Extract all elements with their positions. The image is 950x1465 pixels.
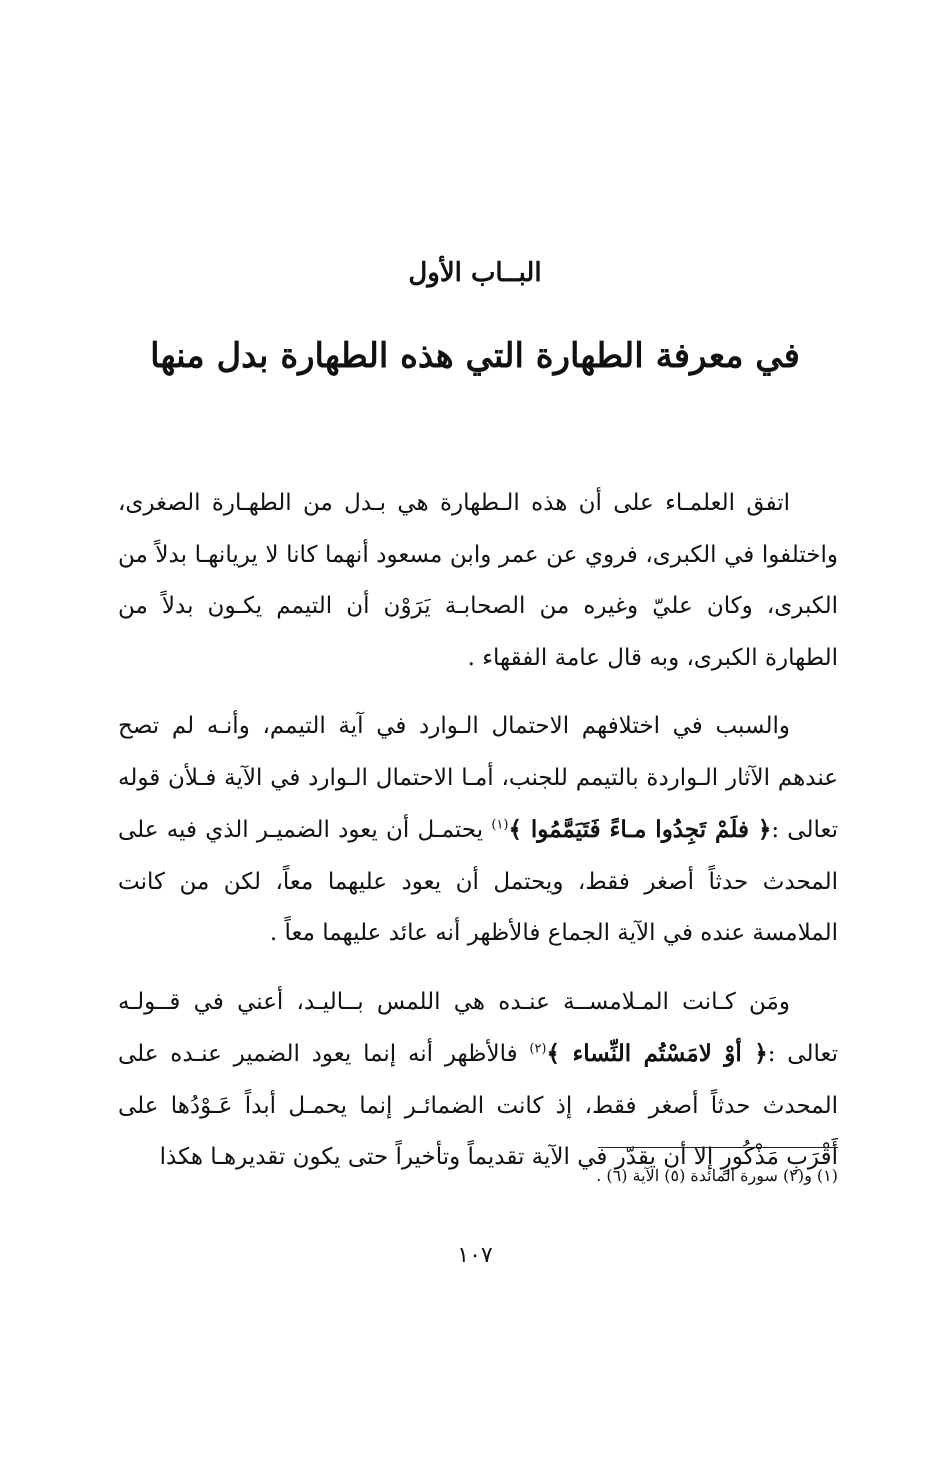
section-title: في معرفة الطهارة التي هذه الطهارة بدل منها xyxy=(150,336,800,376)
body-text xyxy=(118,478,838,1201)
paragraph-3 xyxy=(118,977,838,1184)
paragraph-2 xyxy=(118,701,838,960)
quran-quote-2: ﴿ أوْ لامَسْتُم النِّساء ﴾ xyxy=(546,1040,768,1067)
footnote-marker-2: (٢) xyxy=(529,1041,547,1057)
paragraph-1 xyxy=(118,478,838,684)
paragraph-3-text-end: فالأظهر أنه إنما يعود الضمير عنـده على المحدث حدثاً أصغر فقط، إذ كانت الضمائـر إنما يحمـل أبداً عَـوْدُها على أَقْرَبِ مَذْكُورٍ إلا أن يقدّر في الآية تقديماً وتأخيراً حتى يكون تقديرهـا هكذا xyxy=(118,1041,838,1170)
footnote-marker-1: (١) xyxy=(491,817,509,833)
page-number: ١٠٧ xyxy=(457,1243,493,1268)
chapter-heading: البــاب الأول xyxy=(408,258,542,288)
footnote-divider xyxy=(598,1147,838,1148)
paragraph-1-text: اتفق العلمـاء على أن هذه الـطهارة هي بـدل من الطهـارة الصغرى، واختلفوا في الكبرى، فروي عن عمر وابن مسعود أنهما كانا لا يريانهـا بدلاً من الكبرى، وكان عليّ وغيره من الصحابـة يَرَوْن أن التيمم يكـون بدلاً من الطهارة الكبرى، وبه قال عامة الفقهاء . xyxy=(118,490,839,671)
paragraph-2-text-end: يحتمـل أن يعود الضميـر الذي فيه على المحدث حدثاً أصغر فقط، ويحتمل أن يعود عليهما معاً، لكن من كانت الملامسة عنده في الآية الجماع فالأظهر أنه عائد عليهما معاً . xyxy=(118,817,838,946)
paragraph-3-text-start: ومَن كـانت المـلامســة عنـده هي اللمس بــاليـد، أعني في قــولـه تعالى : xyxy=(118,988,838,1067)
paragraph-2-text-start: والسبب في اختلافهم الاحتمال الـوارد في آية التيمم، وأنـه لم تصح عندهم الآثار الـواردة بالتيمم للجنب، أمـا الاحتمال الـوارد في الآية فـلأن قوله تعالى : xyxy=(118,713,838,843)
footnote: (١) و(٢) سورة المائدة (٥) الآية (٦) . xyxy=(596,1166,838,1185)
quran-quote-1: ﴿ فلَمْ تَجِدُوا مـاءً فَتَيَمَّمُوا ﴾ xyxy=(508,816,772,843)
